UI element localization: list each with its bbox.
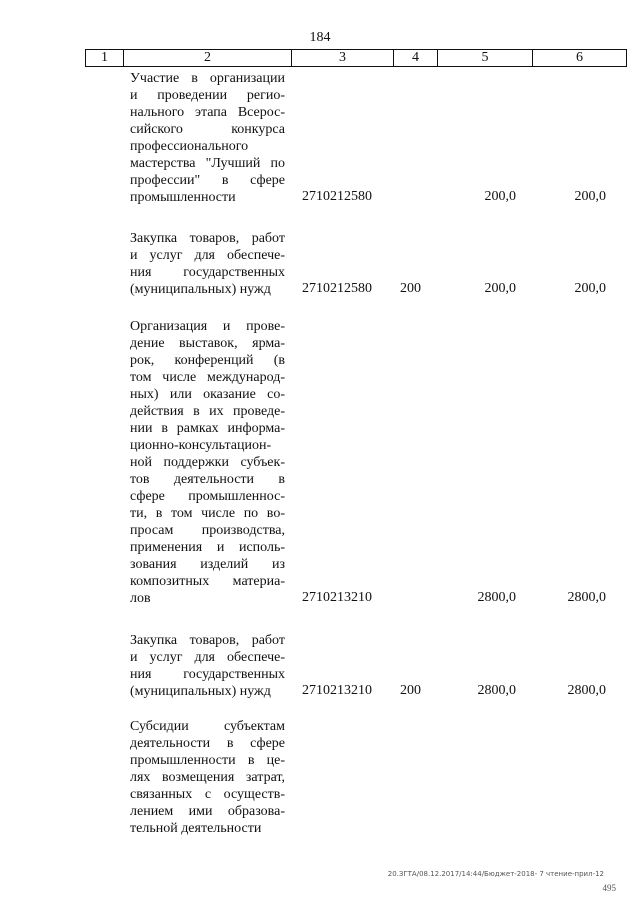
row-value-col6: 200,0 (574, 281, 606, 296)
description-line: (муниципальных) нужд (130, 282, 271, 297)
row-description (130, 318, 285, 607)
description-line: тов деятельности в (130, 472, 285, 487)
description-line: просам производства, (130, 523, 285, 538)
row-value-col6: 200,0 (574, 189, 606, 204)
description-line: профессионального (130, 139, 249, 154)
row-description (130, 632, 285, 700)
row-value-2018: 2800,0 (477, 683, 516, 698)
description-line: сфере промышленнос- (130, 489, 285, 504)
description-line: Участие в организации (130, 71, 285, 86)
description-line: сийского конкурса (130, 122, 285, 137)
row-code: 2710213210 (302, 590, 372, 605)
header-col-4: 4 (394, 50, 438, 66)
row-description (130, 718, 285, 837)
description-line: связанных с осуществ- (130, 787, 285, 802)
description-line: профессии" в сфере (130, 173, 285, 188)
row-description (130, 230, 285, 298)
description-line: деятельности в сфере (130, 736, 285, 751)
header-col-2: 2 (124, 50, 292, 66)
description-line: и услуг для обеспече- (130, 248, 285, 263)
row-value-col6: 2800,0 (567, 590, 606, 605)
footer-stamp: 20.ЗГТА/08.12.2017/14:44/Бюджет-2018- 7 чтение-прил-12 (387, 870, 604, 878)
row-code: 2710212580 (302, 281, 372, 296)
description-line: ти, в том числе по во- (130, 506, 285, 521)
row-value-2018: 2800,0 (477, 590, 516, 605)
row-expense-type: 200 (400, 683, 421, 698)
page-number: 184 (309, 30, 331, 45)
description-line: лов (130, 591, 151, 606)
description-line: Закупка товаров, работ (130, 231, 285, 246)
description-line: нального этапа Всерос- (130, 105, 285, 120)
description-line: лях возмещения затрат, (130, 770, 285, 785)
description-line: мастерства "Лучший по (130, 156, 285, 171)
header-col-5: 5 (438, 50, 533, 66)
description-line: Субсидии субъектам (130, 719, 285, 734)
header-col-3: 3 (292, 50, 394, 66)
description-line: ния государственных (130, 265, 285, 280)
description-line: зования изделий из (130, 557, 285, 572)
row-expense-type: 200 (400, 281, 421, 296)
description-line: лением ими образова- (130, 804, 285, 819)
description-line: (муниципальных) нужд (130, 684, 271, 699)
description-line: действия в их проведе- (130, 404, 285, 419)
description-line: композитных материа- (130, 574, 285, 589)
description-line: тельной деятельности (130, 821, 262, 836)
description-line: ных) или оказание со- (130, 387, 285, 402)
description-line: и услуг для обеспече- (130, 650, 285, 665)
description-line: ной поддержки субъек- (130, 455, 285, 470)
description-line: промышленности в це- (130, 753, 285, 768)
description-line: применения и исполь- (130, 540, 285, 555)
table-header (85, 49, 627, 67)
description-line: Организация и прове- (130, 319, 285, 334)
description-line: рок, конференций (в (130, 353, 285, 368)
footer-page-number: 495 (602, 883, 616, 893)
header-col-1: 1 (86, 50, 124, 66)
row-description (130, 70, 285, 206)
description-line: ционно-консультацион- (130, 438, 272, 453)
description-line: том числе международ- (130, 370, 285, 385)
description-line: ния государственных (130, 667, 285, 682)
row-value-2018: 200,0 (484, 281, 516, 296)
description-line: нии в рамках информа- (130, 421, 285, 436)
description-line: Закупка товаров, работ (130, 633, 285, 648)
description-line: дение выставок, ярма- (130, 336, 285, 351)
header-col-6: 6 (576, 50, 583, 65)
description-line: промышленности (130, 190, 236, 205)
row-value-col6: 2800,0 (567, 683, 606, 698)
row-code: 2710212580 (302, 189, 372, 204)
description-line: и проведении регио- (130, 88, 285, 103)
row-value-2018: 200,0 (484, 189, 516, 204)
row-code: 2710213210 (302, 683, 372, 698)
